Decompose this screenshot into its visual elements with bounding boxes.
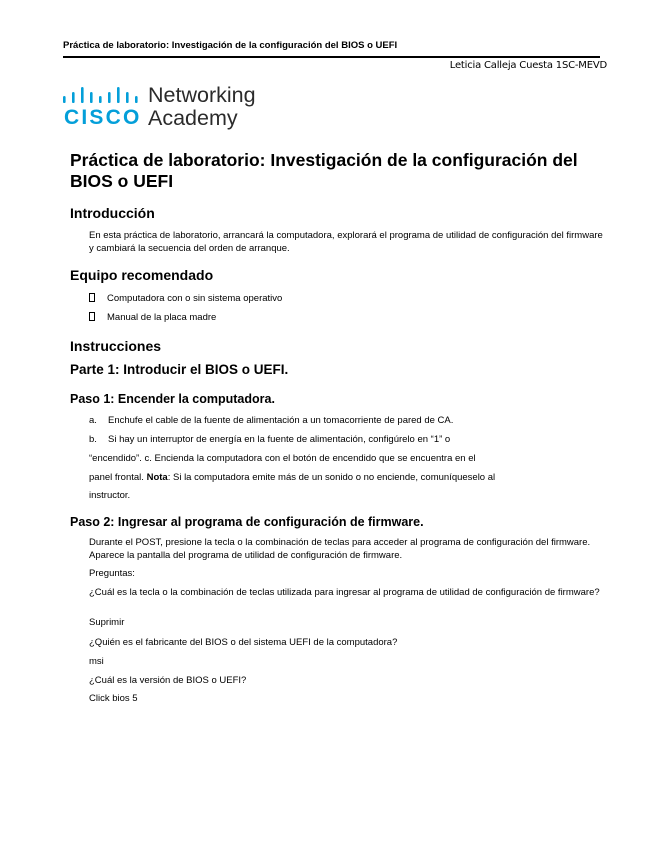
answer-1: Suprimir (89, 617, 125, 628)
question-3: ¿Cuál es la versión de BIOS o UEFI? (89, 675, 247, 686)
author-name: Leticia Calleja Cuesta 1SC-MEVD (449, 60, 607, 71)
instructions-heading: Instrucciones (70, 338, 162, 354)
step1-heading: Paso 1: Encender la computadora. (70, 392, 275, 406)
header-rule (63, 56, 600, 58)
intro-text: En esta práctica de laboratorio, arrancará la computadora, explorará el programa de utilidad de configuración del firmware y cambiará la secuencia del orden de arranque. (89, 230, 603, 254)
checkbox-bullet-icon (89, 312, 95, 321)
answer-3: Click bios 5 (89, 693, 138, 704)
step1-line-3 (89, 472, 495, 483)
questions-label: Preguntas: (89, 568, 135, 579)
equipment-item (89, 293, 282, 304)
step1-line-4: instructor. (89, 490, 131, 501)
step1-line-2: “encendido”. c. Encienda la computadora con el botón de encendido que se encuentra en el (89, 453, 476, 464)
step1-a-letter: a. (89, 415, 97, 426)
step1-item-b (89, 434, 450, 445)
equipment-item-label: Computadora con o sin sistema operativo (107, 293, 283, 304)
running-header: Práctica de laboratorio: Investigación de la configuración del BIOS o UEFI (63, 40, 398, 51)
step1-line-3-start: panel frontal. (89, 472, 147, 483)
document-title: Práctica de laboratorio: Investigación de la configuración del BIOS o UEFI (70, 150, 578, 191)
step1-a-text: Enchufe el cable de la fuente de alimentación a un tomacorriente de pared de CA. (108, 415, 454, 426)
checkbox-bullet-icon (89, 293, 95, 302)
logo-networking: Networking (148, 83, 256, 107)
question-2: ¿Quién es el fabricante del BIOS o del sistema UEFI de la computadora? (89, 637, 398, 648)
equipment-item (89, 312, 216, 323)
networking-academy-wordmark (148, 84, 256, 130)
answer-2: msi (89, 656, 104, 667)
note-label: Nota (146, 472, 168, 483)
cisco-wordmark: CISCO (64, 106, 142, 129)
logo-academy: Academy (148, 106, 238, 130)
intro-heading: Introducción (70, 205, 155, 221)
equipment-item-label: Manual de la placa madre (107, 312, 217, 323)
part1-heading: Parte 1: Introducir el BIOS o UEFI. (70, 362, 289, 377)
step1-b-text: Si hay un interruptor de energía en la fuente de alimentación, configúrelo en “1” o (108, 434, 451, 445)
question-1: ¿Cuál es la tecla o la combinación de teclas utilizada para ingresar al programa de utilidad de configuración de firmware? (89, 587, 600, 598)
step2-text: Durante el POST, presione la tecla o la combinación de teclas para acceder al programa de configuración del firmware. Aparece la pantalla del programa de utilidad de configuración de firmware. (89, 537, 591, 561)
step1-b-letter: b. (89, 434, 97, 445)
step1-item-a (89, 415, 453, 426)
cisco-bars-icon (62, 86, 142, 106)
step2-heading: Paso 2: Ingresar al programa de configuración de firmware. (70, 515, 424, 529)
equipment-heading: Equipo recomendado (70, 267, 214, 283)
step1-line-3-end: : Si la computadora emite más de un sonido o no enciende, comuníqueselo al (167, 472, 496, 483)
